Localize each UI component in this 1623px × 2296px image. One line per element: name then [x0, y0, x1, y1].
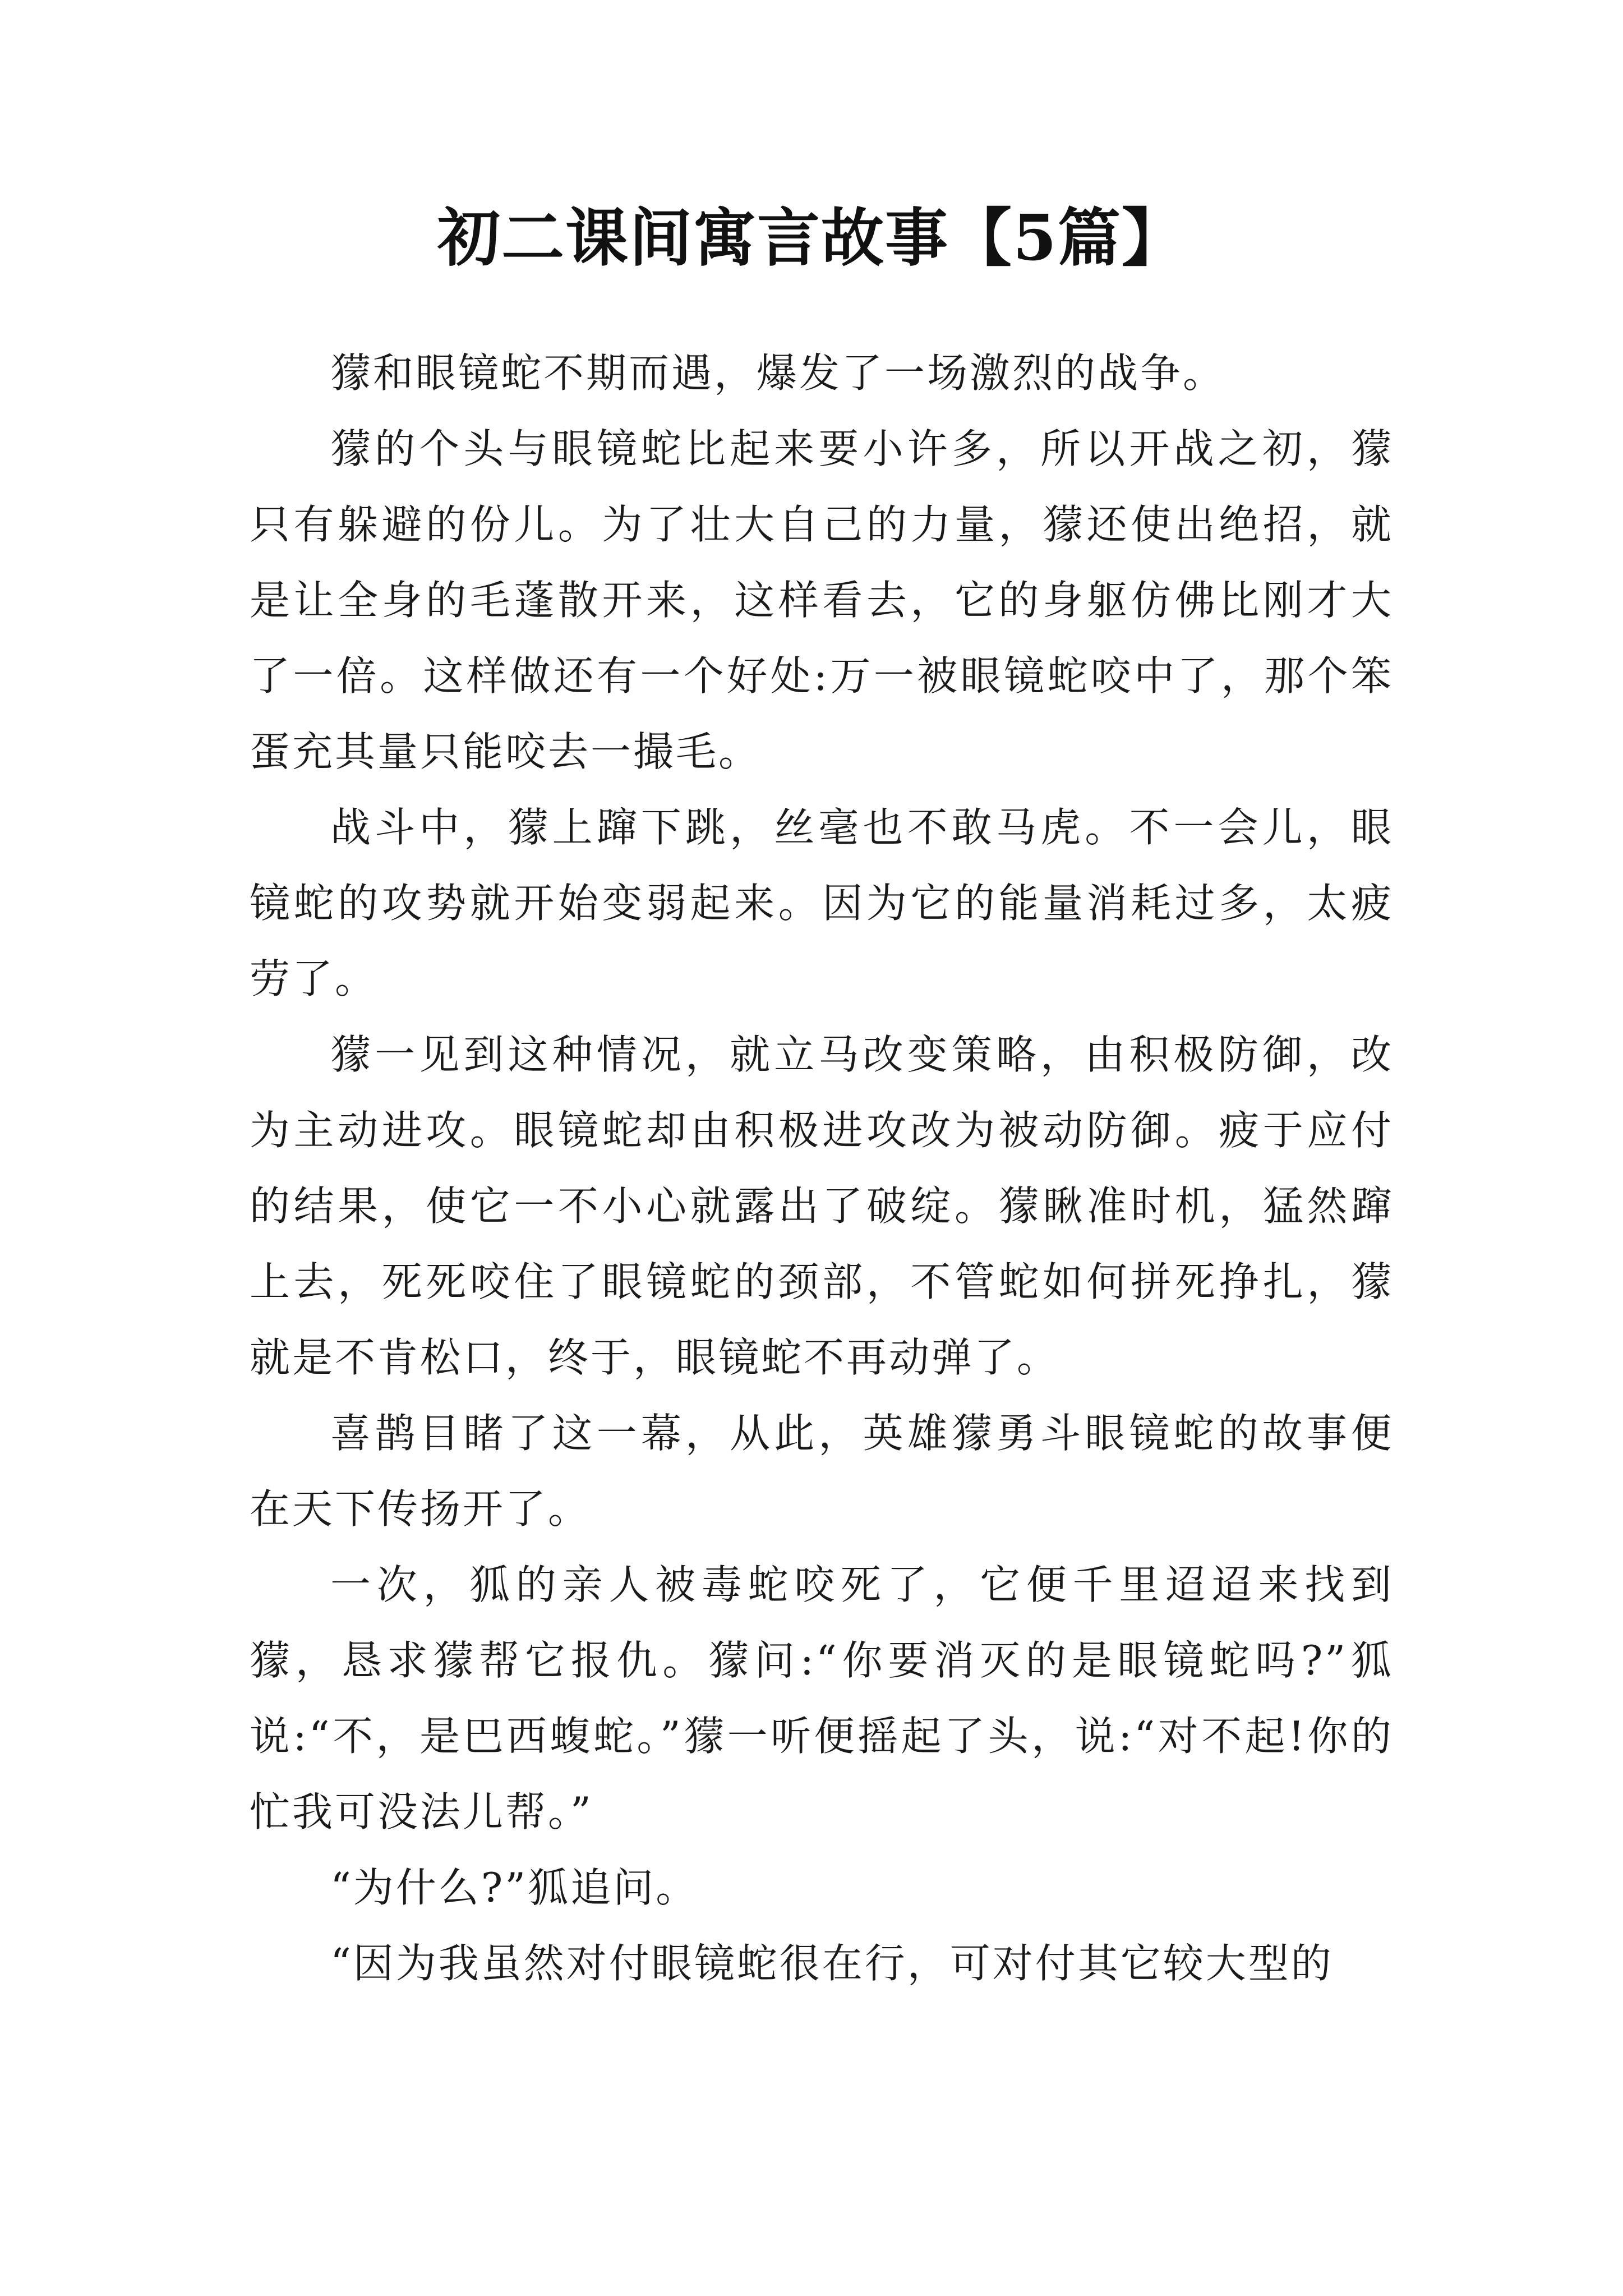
paragraph: 一次，狐的亲人被毒蛇咬死了，它便千里迢迢来找到獴，恳求獴帮它报仇。獴问:“你要消灭的是眼镜蛇吗?”狐说:“不，是巴西蝮蛇。”獴一听便摇起了头，说:“对不起!你的忙我可没法儿帮。”: [250, 1561, 1394, 1835]
paragraph: 獴一见到这种情况，就立马改变策略，由积极防御，改为主动进攻。眼镜蛇却由积极进攻改为被动防御。疲于应付的结果，使它一不小心就露出了破绽。獴瞅准时机，猛然蹿上去，死死咬住了眼镜蛇的颈部，不管蛇如何拼死挣扎，獴就是不肯松口，终于，眼镜蛇不再动弹了。: [250, 1031, 1394, 1381]
paragraph: “因为我虽然对付眼镜蛇很在行，可对付其它较大型的: [330, 1940, 1334, 1987]
paragraph: “为什么?”狐追问。: [330, 1864, 699, 1911]
paragraph: 獴的个头与眼镜蛇比起来要小许多，所以开战之初，獴只有躲避的份儿。为了壮大自己的力量，獴还使出绝招，就是让全身的毛蓬散开来，这样看去，它的身躯仿佛比刚才大了一倍。这样做还有一个好处:万一被眼镜蛇咬中了，那个笨蛋充其量只能咬去一撮毛。: [250, 425, 1394, 775]
paragraph: 喜鹊目睹了这一幕，从此，英雄獴勇斗眼镜蛇的故事便在天下传扬开了。: [250, 1410, 1394, 1533]
document-title: 初二课间寓言故事【5篇】: [437, 201, 1186, 275]
paragraph: 战斗中，獴上蹿下跳，丝毫也不敢马虎。不一会儿，眼镜蛇的攻势就开始变弱起来。因为它的能量消耗过多，太疲劳了。: [250, 804, 1394, 1002]
document-body: [250, 335, 1394, 2001]
paragraph: 獴和眼镜蛇不期而遇，爆发了一场激烈的战争。: [330, 349, 1226, 397]
